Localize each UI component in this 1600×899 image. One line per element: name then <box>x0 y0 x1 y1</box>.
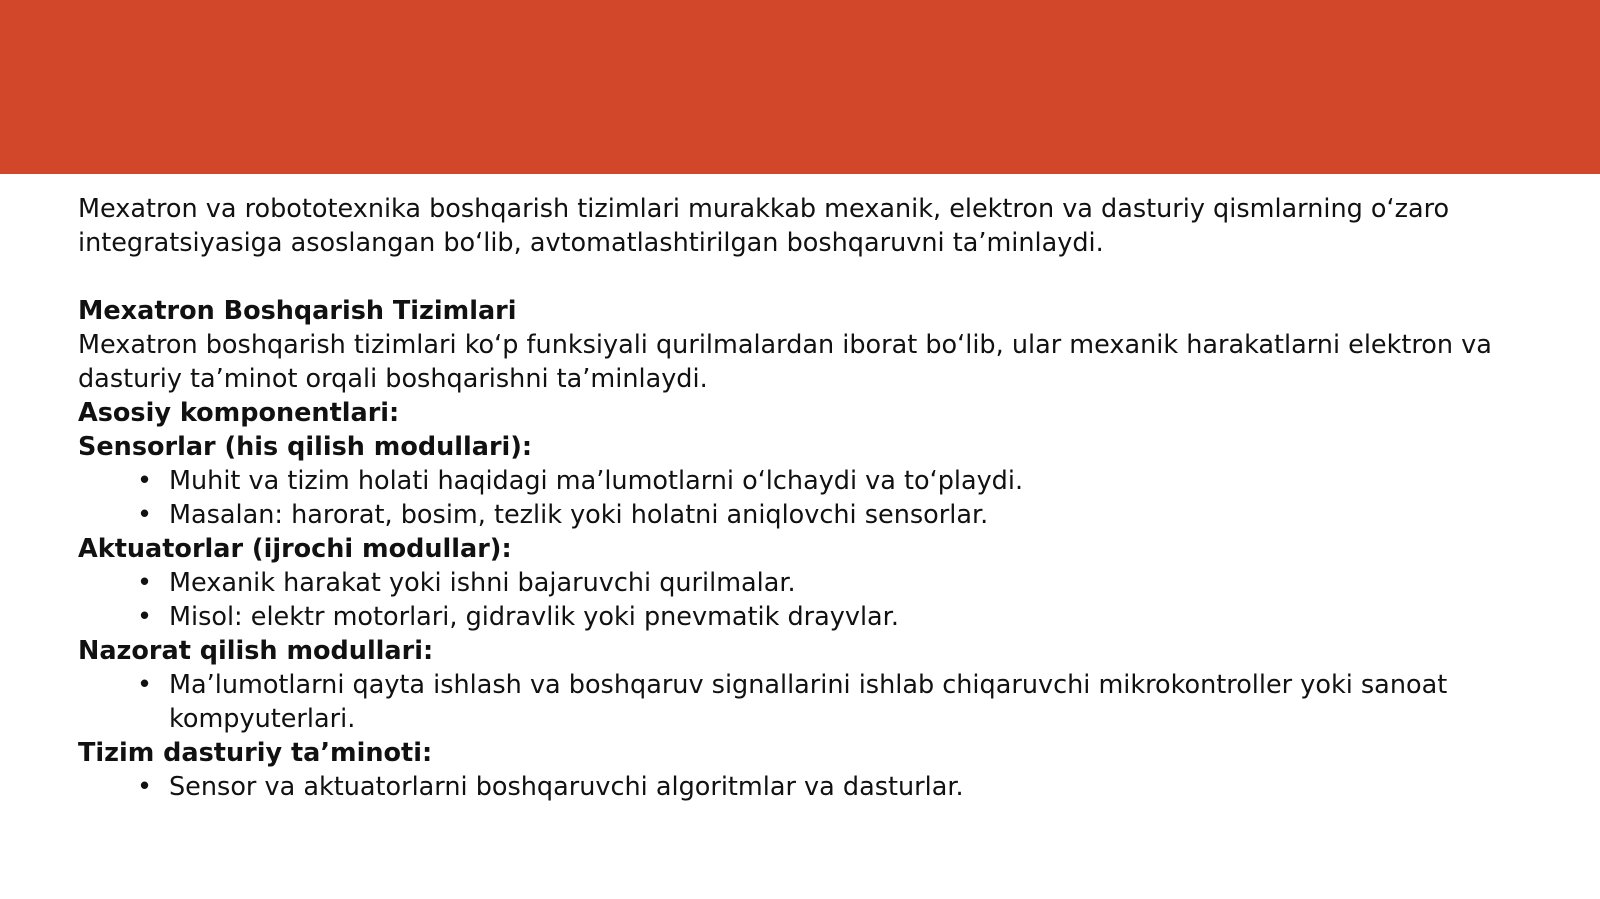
group-heading: Nazorat qilish modullari: <box>78 636 434 666</box>
slide-content <box>78 192 1518 804</box>
list-item <box>78 600 1518 634</box>
paragraph-spacer <box>78 260 1518 294</box>
list-item-text: Mexanik harakat yoki ishni bajaruvchi qurilmalar. <box>169 568 796 598</box>
group-heading: Sensorlar (his qilish modullari): <box>78 432 533 462</box>
list-item <box>78 770 1518 804</box>
component-group-sensors <box>78 430 1518 532</box>
section-title: Mexatron Boshqarish Tizimlari <box>78 296 517 326</box>
bullet-icon: • <box>137 466 153 496</box>
list-item-text: Masalan: harorat, bosim, tezlik yoki holatni aniqlovchi sensorlar. <box>169 500 989 530</box>
component-group-software <box>78 736 1518 804</box>
components-heading: Asosiy komponentlari: <box>78 398 400 428</box>
bullet-list <box>78 566 1518 634</box>
list-item-text: Ma’lumotlarni qayta ishlash va boshqaruv signallarini ishlab chiqaruvchi mikrokontroller yoki sanoat kompyuterlari. <box>169 670 1448 734</box>
intro-paragraph: Mexatron va robototexnika boshqarish tizimlari murakkab mexanik, elektron va dasturiy qismlarning o‘zaro integratsiyasiga asoslangan bo‘lib, avtomatlashtirilgan boshqaruvni ta’minlaydi. <box>78 194 1450 258</box>
list-item <box>78 464 1518 498</box>
group-heading: Tizim dasturiy ta’minoti: <box>78 738 433 768</box>
section-description: Mexatron boshqarish tizimlari ko‘p funksiyali qurilmalardan iborat bo‘lib, ular mexanik harakatlarni elektron va dasturiy ta’minot orqali boshqarishni ta’minlaydi. <box>78 330 1492 394</box>
list-item <box>78 566 1518 600</box>
bullet-icon: • <box>137 670 153 700</box>
bullet-list <box>78 668 1518 736</box>
list-item-text: Sensor va aktuatorlarni boshqaruvchi algoritmlar va dasturlar. <box>169 772 964 802</box>
list-item <box>78 498 1518 532</box>
bullet-icon: • <box>137 602 153 632</box>
list-item-text: Misol: elektr motorlari, gidravlik yoki pnevmatik drayvlar. <box>169 602 899 632</box>
bullet-list <box>78 770 1518 804</box>
bullet-icon: • <box>137 772 153 802</box>
component-group-control <box>78 634 1518 736</box>
bullet-list <box>78 464 1518 532</box>
group-heading: Aktuatorlar (ijrochi modullar): <box>78 534 512 564</box>
list-item-text: Muhit va tizim holati haqidagi ma’lumotlarni o‘lchaydi va to‘playdi. <box>169 466 1024 496</box>
list-item <box>78 668 1518 736</box>
bullet-icon: • <box>137 500 153 530</box>
header-band <box>0 0 1600 174</box>
bullet-icon: • <box>137 568 153 598</box>
component-group-actuators <box>78 532 1518 634</box>
